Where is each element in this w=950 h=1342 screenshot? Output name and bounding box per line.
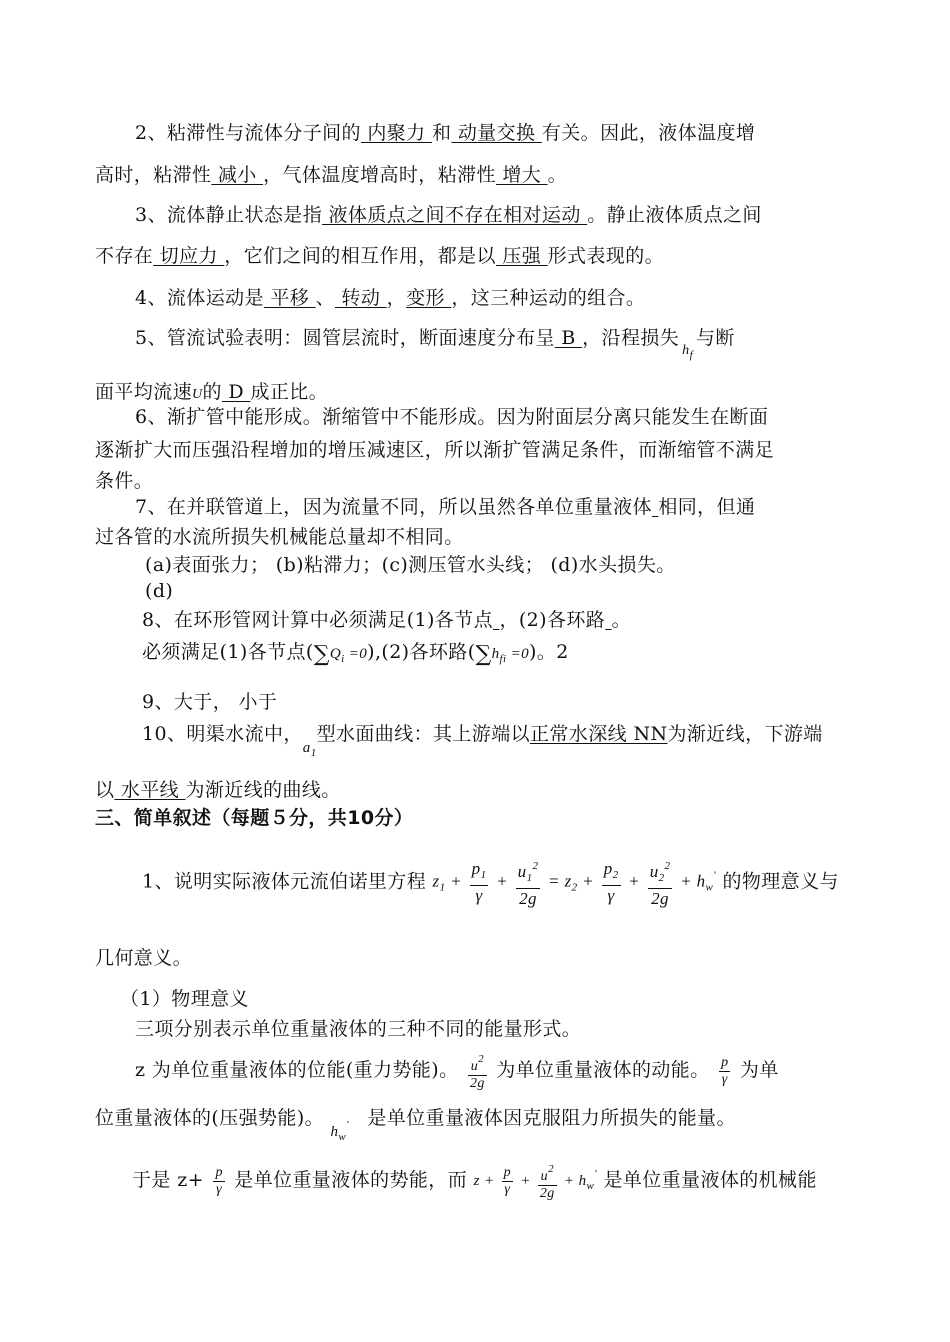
- q3-answer-blank: 压强: [495, 245, 548, 267]
- q10-answer-underline: 水平线: [114, 779, 186, 801]
- q2-line2: [95, 163, 567, 187]
- sum-icon: ∑: [475, 642, 492, 667]
- q5-text: 的: [202, 381, 222, 403]
- q8-text: ),(2)各环路(: [367, 641, 476, 663]
- q6-line3: 条件。: [95, 470, 154, 492]
- q3-answer-blank: 液体质点之间不存在相对运动: [322, 204, 588, 226]
- q5-answer-blank: D: [221, 381, 251, 403]
- q3-text: 形式表现的。: [547, 245, 664, 267]
- q8-line1: [142, 608, 631, 632]
- q8-line2: [142, 640, 569, 671]
- q5-line1: [135, 326, 735, 367]
- q4-line: [135, 286, 645, 310]
- s1-text: 为单: [739, 1059, 779, 1081]
- q3-line2: [95, 244, 664, 268]
- q2-answer-blank: 增大: [495, 164, 548, 186]
- s1-text: 的物理意义与: [722, 870, 839, 893]
- q10-line1: [142, 722, 823, 765]
- q10-text: 为渐近线的曲线。: [185, 779, 341, 801]
- q4-answer-blank: 平移: [263, 287, 316, 309]
- q8-text: 8、在环形管网计算中必须满足(1)各节点: [142, 609, 494, 631]
- q5-line2: [95, 380, 328, 407]
- q5-text: 面平均流速: [95, 381, 193, 403]
- section-heading: 三、简单叙述（每题５分，共10分）: [95, 807, 414, 829]
- s1-subheading: （1）物理意义: [120, 988, 249, 1010]
- q10-text: 10、明渠水流中，: [142, 723, 303, 745]
- sum-icon: ∑: [313, 642, 330, 667]
- bernoulli-equation: $z_1$ + $\frac{p_1}{\gamma}$ + $\frac{u_1^2}{2g}$ = $z_2$ + $\frac{p_2}{\gamma}$ + $\frac{u_2^2}{2g}$ + $h_w'$: [433, 856, 716, 909]
- q3-answer-blank: 切应力: [153, 245, 225, 267]
- q7-text: 7、在并联管道上，因为流量不同，所以虽然各单位重量液体: [135, 496, 652, 518]
- s1-line1: [142, 856, 839, 906]
- s1-text: 位重量液体的(压强势能)。: [95, 1107, 325, 1129]
- q2-line1: [135, 121, 755, 145]
- q8-text: ，(2)各环路: [499, 609, 606, 631]
- u-symbol: U: [192, 387, 203, 402]
- q5-text: 5、管流试验表明：圆管层流时，断面速度分布呈: [135, 327, 555, 349]
- q10-line2: [95, 778, 341, 802]
- q8-text: )。2: [529, 641, 569, 663]
- q10-answer-underline: 正常水深线 NN: [530, 723, 668, 745]
- s1-text: 是单位重量液体因克服阻力所损失的能量。: [367, 1107, 736, 1129]
- s1-text: z 为单位重量液体的位能(重力势能)。: [135, 1059, 459, 1081]
- q2-text: 高时，粘滞性: [95, 164, 212, 186]
- q5-text: 与断: [696, 327, 735, 349]
- q5-answer-blank: B: [554, 327, 583, 349]
- q8-text: 必须满足(1)各节点(: [142, 641, 314, 663]
- hf-symbol: hf: [682, 343, 694, 361]
- q2-text: 和: [431, 122, 452, 144]
- a1-symbol: a1: [302, 740, 317, 759]
- q3-line1: [135, 203, 762, 227]
- q10-text: 以: [95, 779, 115, 801]
- q8-text: 。: [611, 609, 632, 631]
- sum-loops-formula: $\sum h_{fi} =0$: [475, 642, 530, 667]
- q10-text: 型水面曲线：其上游端以: [316, 723, 530, 745]
- s1-p3: [95, 1098, 736, 1143]
- s1-p4: 于是 z+ $\frac{p}{\gamma}$ 是单位重量液体的势能，而 z + $\frac{p}{\gamma}$ + $\frac{u^2}{2g}$ + $h_w'$ 是单位重量液体的机械能: [132, 1162, 817, 1201]
- q7-options: (a)表面张力； (b)粘滞力；(c)测压管水头线； (d)水头损失。: [145, 554, 676, 576]
- q2-answer-blank: 内聚力: [360, 122, 432, 144]
- q3-text: 不存在: [95, 245, 154, 267]
- q9-line: 9、大于， 小于: [142, 691, 278, 713]
- s1-text: 是单位重量液体的机械能: [603, 1169, 817, 1191]
- q4-answer-blank: 变形: [406, 287, 452, 309]
- s1-text: 1、说明实际液体元流伯诺里方程: [142, 870, 427, 893]
- q4-text: ，这三种运动的组合。: [451, 287, 646, 309]
- q7-line1: [135, 495, 755, 519]
- q4-text: 、: [315, 287, 335, 309]
- s1-p1: 三项分别表示单位重量液体的三种不同的能量形式。: [135, 1018, 582, 1040]
- s1-p2: z 为单位重量液体的位能(重力势能)。 $\frac{u^2}{2g}$ 为单位重量液体的动能。 $\frac{p}{\gamma}$ 为单: [135, 1052, 779, 1091]
- mechanical-energy-formula: z + $\frac{p}{\gamma}$ + $\frac{u^2}{2g}$ + $h_w'$: [473, 1162, 597, 1201]
- q2-answer-blank: 减小: [211, 164, 264, 186]
- q7-line2: 过各管的水流所损失机械能总量却不相同。: [95, 526, 464, 548]
- s1-line2: 几何意义。: [95, 947, 193, 969]
- q2-text: 有关。因此，液体温度增: [541, 122, 756, 144]
- s1-text: 于是 z+: [132, 1169, 204, 1191]
- q5-text: 成正比。: [250, 381, 329, 403]
- q7-text: 相同，但通: [658, 496, 756, 518]
- q4-answer-blank: 转动: [334, 287, 387, 309]
- q2-text: 2、粘滞性与流体分子间的: [135, 122, 361, 144]
- q4-text: ，: [386, 287, 407, 309]
- q2-text: 。: [547, 164, 567, 186]
- sum-nodes-formula: $\sum Q_i =0$: [313, 642, 368, 667]
- hw-symbol: hw': [330, 1119, 349, 1143]
- q3-text: ，它们之间的相互作用，都是以: [224, 245, 496, 267]
- q10-text: 为渐近线，下游端: [667, 723, 823, 745]
- q7-answer: (d): [145, 580, 174, 602]
- q3-text: 3、流体静止状态是指: [135, 204, 323, 226]
- q6-line2: 逐渐扩大而压强沿程增加的增压减速区，所以渐扩管满足条件，而渐缩管不满足: [95, 439, 775, 461]
- s1-text: 是单位重量液体的势能，而: [234, 1169, 468, 1191]
- q3-text: 。静止液体质点之间: [587, 204, 762, 226]
- q2-text: ，气体温度增高时，粘滞性: [263, 164, 496, 186]
- q6-line1: 6、渐扩管中能形成。渐缩管中不能形成。因为附面层分离只能发生在断面: [135, 406, 769, 428]
- q5-text: ，沿程损失: [582, 327, 680, 349]
- q4-text: 4、流体运动是: [135, 287, 264, 309]
- s1-text: 为单位重量液体的动能。: [496, 1059, 710, 1081]
- q2-answer-blank: 动量交换: [451, 122, 542, 144]
